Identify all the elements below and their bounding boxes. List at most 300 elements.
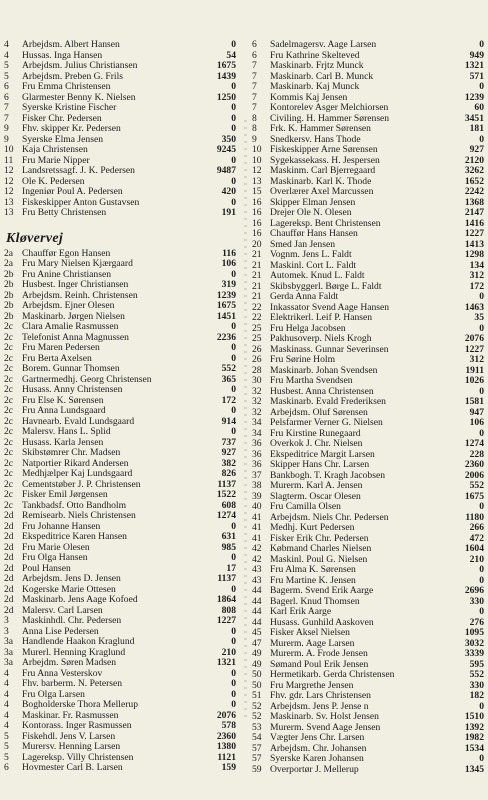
house-number: 49 bbox=[252, 658, 262, 670]
house-number: 43 bbox=[252, 564, 262, 575]
list-item bbox=[252, 282, 484, 293]
list-item bbox=[4, 354, 236, 365]
resident-name: Vægter Jens Chr. Larsen bbox=[270, 733, 365, 743]
house-number: 21 bbox=[252, 291, 262, 302]
list-item bbox=[4, 753, 236, 764]
house-number: 6 bbox=[4, 762, 9, 773]
tax-amount: 1982 bbox=[464, 732, 484, 743]
tax-amount: 914 bbox=[221, 415, 236, 427]
resident-name: Poul Hansen bbox=[22, 563, 71, 574]
list-item bbox=[252, 208, 484, 219]
column-divider bbox=[244, 120, 247, 720]
tax-amount: 1227 bbox=[216, 615, 236, 626]
list-item bbox=[252, 660, 484, 671]
resident-name: Frk. K. Hammer Sørensen bbox=[270, 124, 371, 134]
house-number: 15 bbox=[252, 186, 262, 197]
resident-name: Fru Marie Olesen bbox=[22, 542, 90, 553]
tax-amount: 191 bbox=[221, 207, 236, 218]
tax-amount: 1321 bbox=[464, 60, 484, 71]
resident-name: Ingeniør Poul A. Pedersen bbox=[22, 187, 123, 197]
resident-name: Fru Kathrine Skelteved bbox=[270, 50, 360, 61]
resident-name: Fisker Aksel Nielsen bbox=[270, 628, 350, 638]
house-number: 2b bbox=[4, 300, 14, 311]
resident-name: Elektrikerl. Leif P. Hansen bbox=[270, 313, 373, 323]
resident-name: Sygekassekass. H. Jespersen bbox=[270, 155, 380, 166]
tax-amount: 228 bbox=[469, 448, 484, 460]
house-number: 32 bbox=[252, 385, 262, 397]
tax-amount: 2006 bbox=[464, 469, 484, 481]
house-number: 2c bbox=[4, 394, 14, 406]
house-number: 26 bbox=[252, 343, 262, 355]
list-item bbox=[4, 177, 236, 188]
list-item bbox=[252, 324, 484, 335]
resident-name: Inkassator Svend Aage Hansen bbox=[270, 302, 390, 313]
house-number: 32 bbox=[252, 396, 262, 407]
resident-name: Fru Else K. Sørensen bbox=[22, 395, 104, 406]
resident-name: Husass. Anny Christensen bbox=[22, 385, 123, 395]
resident-name: Arbejdsm. Chr. Johansen bbox=[270, 743, 367, 754]
resident-name: Arbejdsm. Julius Christiansen bbox=[22, 61, 138, 71]
house-number: 41 bbox=[252, 522, 262, 533]
list-item bbox=[252, 334, 484, 345]
list-item bbox=[252, 240, 484, 251]
resident-name: Telefonist Anna Magnussen bbox=[22, 332, 129, 343]
tax-amount: 210 bbox=[221, 646, 236, 658]
house-number: 2c bbox=[4, 447, 14, 458]
resident-name: Fiskeskipper Arne Sørensen bbox=[270, 145, 378, 155]
list-item bbox=[252, 450, 484, 461]
tax-amount: 1675 bbox=[464, 490, 484, 502]
tax-amount: 2236 bbox=[216, 331, 236, 343]
resident-name: Bankbogh. T. Kragh Jacobsen bbox=[270, 470, 386, 481]
list-item bbox=[252, 555, 484, 566]
house-number: 22 bbox=[252, 301, 262, 313]
list-item bbox=[252, 765, 484, 776]
resident-name: Murerm. Svend Aage Jensen bbox=[270, 722, 381, 733]
list-item bbox=[4, 690, 236, 701]
tax-amount: 106 bbox=[469, 417, 484, 428]
list-item bbox=[252, 72, 484, 83]
house-number: 2c bbox=[4, 468, 14, 479]
tax-amount: 1227 bbox=[464, 228, 484, 239]
house-number: 2d bbox=[4, 594, 14, 605]
list-item bbox=[4, 51, 236, 62]
house-number: 6 bbox=[252, 49, 257, 61]
list-item bbox=[252, 397, 484, 408]
resident-name: Civiling. H. Hammer Sørensen bbox=[270, 113, 390, 124]
tax-amount: 1510 bbox=[464, 711, 484, 722]
left-list-bottom bbox=[4, 249, 236, 774]
tax-amount: 350 bbox=[221, 133, 236, 145]
tax-amount: 1298 bbox=[464, 249, 484, 260]
list-item bbox=[252, 576, 484, 587]
tax-amount: 9245 bbox=[216, 144, 236, 155]
list-item bbox=[252, 513, 484, 524]
house-number: 47 bbox=[252, 637, 262, 649]
list-item bbox=[4, 616, 236, 627]
tax-amount: 0 bbox=[231, 699, 236, 710]
resident-name: Chauffør Hans Hansen bbox=[270, 229, 358, 239]
house-number: 10 bbox=[252, 144, 262, 155]
list-item bbox=[252, 376, 484, 387]
resident-name: Arbejdsm. Jens D. Jensen bbox=[22, 574, 121, 584]
left-column bbox=[4, 40, 236, 774]
list-item bbox=[4, 700, 236, 711]
tax-amount: 0 bbox=[231, 552, 236, 563]
list-item bbox=[4, 312, 236, 323]
list-item bbox=[4, 448, 236, 459]
tax-amount: 1274 bbox=[464, 438, 484, 449]
tax-amount: 808 bbox=[221, 604, 236, 616]
resident-name: Ole K. Pedersen bbox=[22, 176, 85, 187]
house-number: 32 bbox=[252, 406, 262, 418]
house-number: 26 bbox=[252, 354, 262, 365]
tax-amount: 3339 bbox=[464, 648, 484, 659]
resident-name: Chauffør Egon Hansen bbox=[22, 248, 111, 259]
resident-name: Gartnermedhj. Georg Christensen bbox=[22, 374, 152, 385]
list-item bbox=[252, 691, 484, 702]
list-item bbox=[4, 124, 236, 135]
house-number: 12 bbox=[4, 186, 14, 197]
resident-name: Kontorass. Inger Rasmussen bbox=[22, 721, 132, 731]
tax-amount: 0 bbox=[479, 133, 484, 145]
house-number: 16 bbox=[252, 207, 262, 218]
list-item bbox=[252, 670, 484, 681]
resident-name: Fru Maren Pedersen bbox=[22, 343, 100, 353]
tax-amount: 2076 bbox=[464, 333, 484, 344]
resident-name: Skibsbyggerl. Børge L. Faldt bbox=[270, 281, 382, 292]
tax-amount: 9487 bbox=[216, 165, 236, 176]
tax-amount: 0 bbox=[231, 636, 236, 647]
list-item bbox=[252, 492, 484, 503]
house-number: 12 bbox=[252, 165, 262, 176]
house-number: 20 bbox=[252, 238, 262, 250]
house-number: 42 bbox=[252, 553, 262, 565]
resident-name: Arbejdsm. Ejner Olesen bbox=[22, 301, 115, 311]
tax-amount: 1522 bbox=[216, 489, 236, 500]
tax-amount: 578 bbox=[221, 720, 236, 731]
tax-amount: 1137 bbox=[217, 478, 236, 490]
list-item bbox=[4, 249, 236, 260]
tax-amount: 266 bbox=[469, 522, 484, 533]
tax-amount: 1227 bbox=[464, 343, 484, 355]
house-number: 9 bbox=[4, 123, 9, 134]
resident-name: Fru Johanne Hansen bbox=[22, 521, 101, 532]
house-number: 16 bbox=[252, 217, 262, 229]
house-number: 2c bbox=[4, 478, 14, 490]
list-item bbox=[252, 366, 484, 377]
list-item bbox=[4, 145, 236, 156]
house-number: 13 bbox=[4, 196, 14, 208]
resident-name: Skipper Elman Jensen bbox=[270, 197, 356, 208]
list-item bbox=[4, 606, 236, 617]
resident-name: Bogholderske Thora Mellerup bbox=[22, 700, 138, 710]
tax-amount: 172 bbox=[469, 280, 484, 292]
list-item bbox=[252, 313, 484, 324]
list-item bbox=[252, 733, 484, 744]
resident-name: Skipper Hans Chr. Larsen bbox=[270, 460, 370, 470]
house-number: 44 bbox=[252, 606, 262, 617]
house-number: 2c bbox=[4, 405, 14, 416]
resident-name: Fiskeskipper Anton Gustavsen bbox=[22, 197, 140, 208]
tax-amount: 276 bbox=[469, 616, 484, 628]
tax-amount: 0 bbox=[231, 678, 236, 689]
list-item bbox=[252, 103, 484, 114]
list-item bbox=[252, 544, 484, 555]
resident-name: Kogerske Marie Ottesen bbox=[22, 584, 116, 595]
house-number: 38 bbox=[252, 480, 262, 491]
tax-amount: 571 bbox=[469, 70, 484, 82]
list-item bbox=[252, 429, 484, 440]
list-item bbox=[4, 532, 236, 543]
house-number: 3a bbox=[4, 646, 14, 658]
tax-amount: 116 bbox=[222, 247, 236, 259]
house-number: 21 bbox=[252, 259, 262, 271]
tax-amount: 2360 bbox=[216, 730, 236, 742]
house-number: 52 bbox=[252, 711, 262, 722]
resident-name: Maskinarb. Sv. Holst Jensen bbox=[270, 712, 379, 722]
resident-name: Murerl. Henning Kraglund bbox=[22, 647, 126, 658]
list-item bbox=[4, 114, 236, 125]
resident-name: Medhj. Kurt Pedersen bbox=[270, 523, 355, 533]
tax-amount: 1026 bbox=[464, 375, 484, 386]
house-number: 8 bbox=[252, 112, 257, 124]
house-number: 34 bbox=[252, 427, 262, 439]
list-item bbox=[4, 427, 236, 438]
tax-amount: 0 bbox=[231, 112, 236, 124]
resident-name: Husass. Karla Jensen bbox=[22, 437, 104, 448]
resident-name: Fru Betty Christensen bbox=[22, 208, 107, 218]
list-item bbox=[252, 502, 484, 513]
tax-amount: 0 bbox=[479, 291, 484, 302]
list-item bbox=[252, 618, 484, 629]
house-number: 2a bbox=[4, 247, 14, 259]
list-item bbox=[252, 712, 484, 723]
list-item bbox=[4, 396, 236, 407]
tax-amount: 0 bbox=[479, 564, 484, 575]
resident-name: Fhv. barberm. N. Petersen bbox=[22, 679, 123, 689]
tax-amount: 927 bbox=[221, 447, 236, 458]
resident-name: Lagereksp. Villy Christensen bbox=[22, 752, 134, 763]
resident-name: Snedkersv. Hans Thode bbox=[270, 134, 361, 145]
resident-name: Fiskehdl. Jens V. Larsen bbox=[22, 731, 116, 742]
house-number: 16 bbox=[252, 228, 262, 239]
resident-name: Murersv. Henning Larsen bbox=[22, 742, 121, 752]
list-item bbox=[252, 471, 484, 482]
list-item bbox=[252, 649, 484, 660]
tax-amount: 1416 bbox=[464, 217, 484, 229]
tax-amount: 0 bbox=[231, 625, 236, 637]
tax-amount: 172 bbox=[221, 394, 236, 406]
resident-name: Maskinm. Carl Bjerregaard bbox=[270, 166, 376, 176]
house-number: 5 bbox=[4, 730, 9, 742]
house-number: 57 bbox=[252, 753, 262, 764]
house-number: 2c bbox=[4, 331, 14, 343]
list-item bbox=[4, 166, 236, 177]
tax-amount: 0 bbox=[231, 342, 236, 353]
list-item bbox=[252, 114, 484, 125]
list-item bbox=[252, 156, 484, 167]
list-item bbox=[252, 408, 484, 419]
resident-name: Skibstømrer Chr. Madsen bbox=[22, 448, 121, 458]
tax-amount: 159 bbox=[221, 762, 236, 773]
resident-name: Maskinl. Cort L. Faldt bbox=[270, 260, 357, 271]
list-item bbox=[4, 301, 236, 312]
house-number: 39 bbox=[252, 490, 262, 502]
resident-name: Fisker Chr. Pedersen bbox=[22, 113, 102, 124]
resident-name: Husbest. Inger Christiansen bbox=[22, 280, 129, 290]
house-number: 22 bbox=[252, 312, 262, 323]
list-item bbox=[4, 322, 236, 333]
house-number: 52 bbox=[252, 700, 262, 712]
house-number: 2b bbox=[4, 268, 14, 280]
tax-amount: 0 bbox=[479, 606, 484, 617]
list-item bbox=[4, 595, 236, 606]
resident-name: Maskinhdl. Chr. Pedersen bbox=[22, 616, 122, 626]
house-number: 16 bbox=[252, 196, 262, 208]
tax-amount: 1604 bbox=[464, 543, 484, 554]
house-number: 54 bbox=[252, 732, 262, 743]
tax-amount: 0 bbox=[479, 39, 484, 50]
tax-amount: 595 bbox=[469, 658, 484, 670]
list-item bbox=[4, 553, 236, 564]
tax-amount: 1321 bbox=[216, 657, 236, 668]
list-item bbox=[4, 291, 236, 302]
tax-amount: 106 bbox=[221, 258, 236, 269]
tax-amount: 1413 bbox=[464, 238, 484, 250]
house-number: 37 bbox=[252, 469, 262, 481]
tax-amount: 0 bbox=[231, 81, 236, 92]
resident-name: Maskinarb. Frjtz Munck bbox=[270, 61, 364, 71]
list-item bbox=[4, 721, 236, 732]
resident-name: Drejer Ole N. Olesen bbox=[270, 208, 352, 218]
resident-name: Arbejdsm. Albert Hansen bbox=[22, 40, 120, 50]
house-number: 25 bbox=[252, 322, 262, 334]
list-item bbox=[252, 145, 484, 156]
list-item bbox=[252, 639, 484, 650]
tax-amount: 1180 bbox=[465, 511, 484, 523]
list-item bbox=[4, 732, 236, 743]
list-item bbox=[4, 259, 236, 270]
tax-amount: 552 bbox=[221, 363, 236, 374]
tax-amount: 1274 bbox=[216, 510, 236, 521]
resident-name: Pelsfarmer Verner G. Nielsen bbox=[270, 418, 383, 428]
tax-amount: 0 bbox=[231, 426, 236, 437]
tax-amount: 1121 bbox=[217, 751, 236, 763]
resident-name: Husbest. Anna Christensen bbox=[270, 386, 374, 397]
resident-name: Maskinarb. Evald Frederiksen bbox=[270, 397, 386, 407]
list-item bbox=[4, 480, 236, 491]
house-number: 2c bbox=[4, 321, 14, 332]
list-item bbox=[252, 681, 484, 692]
tax-amount: 1652 bbox=[464, 175, 484, 187]
resident-name: Fru Anine Christiansen bbox=[22, 269, 112, 280]
list-item bbox=[252, 303, 484, 314]
tax-amount: 2696 bbox=[464, 585, 484, 596]
tax-amount: 1864 bbox=[216, 594, 236, 605]
house-number: 4 bbox=[4, 678, 9, 689]
tax-amount: 0 bbox=[231, 583, 236, 595]
resident-name: Ekspeditrice Karen Hansen bbox=[22, 532, 127, 542]
house-number: 59 bbox=[252, 763, 262, 775]
list-item bbox=[252, 345, 484, 356]
resident-name: Remisearb. Niels Christensen bbox=[22, 511, 136, 521]
list-item bbox=[252, 523, 484, 534]
house-number: 21 bbox=[252, 270, 262, 281]
house-number: 7 bbox=[4, 112, 9, 124]
house-number: 2d bbox=[4, 541, 14, 553]
tax-amount: 2360 bbox=[464, 459, 484, 470]
house-number: 2c bbox=[4, 373, 14, 385]
house-number: 2b bbox=[4, 279, 14, 290]
resident-name: Glarmester Benny K. Nielsen bbox=[22, 92, 136, 103]
resident-name: Sadelmagersv. Aage Larsen bbox=[270, 40, 377, 50]
house-number: 34 bbox=[252, 417, 262, 428]
tax-amount: 947 bbox=[469, 406, 484, 418]
resident-name: Overlærer Axel Marcussen bbox=[270, 187, 374, 197]
tax-amount: 1250 bbox=[216, 91, 236, 103]
tax-amount: 330 bbox=[469, 679, 484, 691]
resident-name: Købmand Charles Nielsen bbox=[270, 544, 372, 554]
house-number: 57 bbox=[252, 742, 262, 754]
house-number: 41 bbox=[252, 511, 262, 523]
house-number: 36 bbox=[252, 438, 262, 449]
list-item bbox=[252, 723, 484, 734]
tax-amount: 1439 bbox=[216, 70, 236, 82]
resident-name: Fisker Erik Chr. Pedersen bbox=[270, 533, 369, 544]
list-item bbox=[252, 702, 484, 713]
tax-amount: 826 bbox=[221, 468, 236, 479]
house-number: 7 bbox=[252, 81, 257, 92]
tax-amount: 312 bbox=[469, 354, 484, 365]
house-number: 12 bbox=[4, 175, 14, 187]
tax-amount: 1675 bbox=[216, 60, 236, 71]
tax-amount: 2147 bbox=[464, 207, 484, 218]
tax-amount: 552 bbox=[469, 669, 484, 680]
tax-amount: 330 bbox=[469, 595, 484, 607]
tax-amount: 927 bbox=[469, 144, 484, 155]
resident-name: Handlende Haakon Kraglund bbox=[22, 637, 135, 647]
list-item bbox=[252, 250, 484, 261]
resident-name: Clara Amalie Rasmussen bbox=[22, 322, 119, 332]
resident-name: Sømand Poul Erik Jensen bbox=[270, 659, 369, 670]
house-number: 3 bbox=[4, 615, 9, 626]
house-number: 50 bbox=[252, 669, 262, 680]
resident-name: Maskinl. Poul G. Nielsen bbox=[270, 554, 368, 565]
house-number: 2d bbox=[4, 510, 14, 521]
resident-name: Anna Lise Pedersen bbox=[22, 626, 99, 637]
list-item bbox=[252, 219, 484, 230]
list-item bbox=[252, 355, 484, 366]
tax-amount: 210 bbox=[469, 553, 484, 565]
house-number: 42 bbox=[252, 543, 262, 554]
house-number: 53 bbox=[252, 721, 262, 733]
list-item bbox=[252, 565, 484, 576]
list-item bbox=[4, 522, 236, 533]
resident-name: Maskinass. Gunnar Severinsen bbox=[270, 344, 389, 355]
house-number: 10 bbox=[252, 154, 262, 166]
tax-amount: 0 bbox=[479, 501, 484, 512]
resident-name: Kaja Christensen bbox=[22, 145, 88, 155]
list-item bbox=[4, 406, 236, 417]
house-number: 9 bbox=[252, 133, 257, 145]
house-number: 36 bbox=[252, 459, 262, 470]
house-number: 5 bbox=[4, 751, 9, 763]
house-number: 30 bbox=[252, 375, 262, 386]
resident-name: Borem. Gunnar Thomsen bbox=[22, 364, 120, 374]
resident-name: Ekspeditrice Margit Larsen bbox=[270, 449, 375, 460]
resident-name: Automek. Knud L. Faldt bbox=[270, 271, 365, 281]
